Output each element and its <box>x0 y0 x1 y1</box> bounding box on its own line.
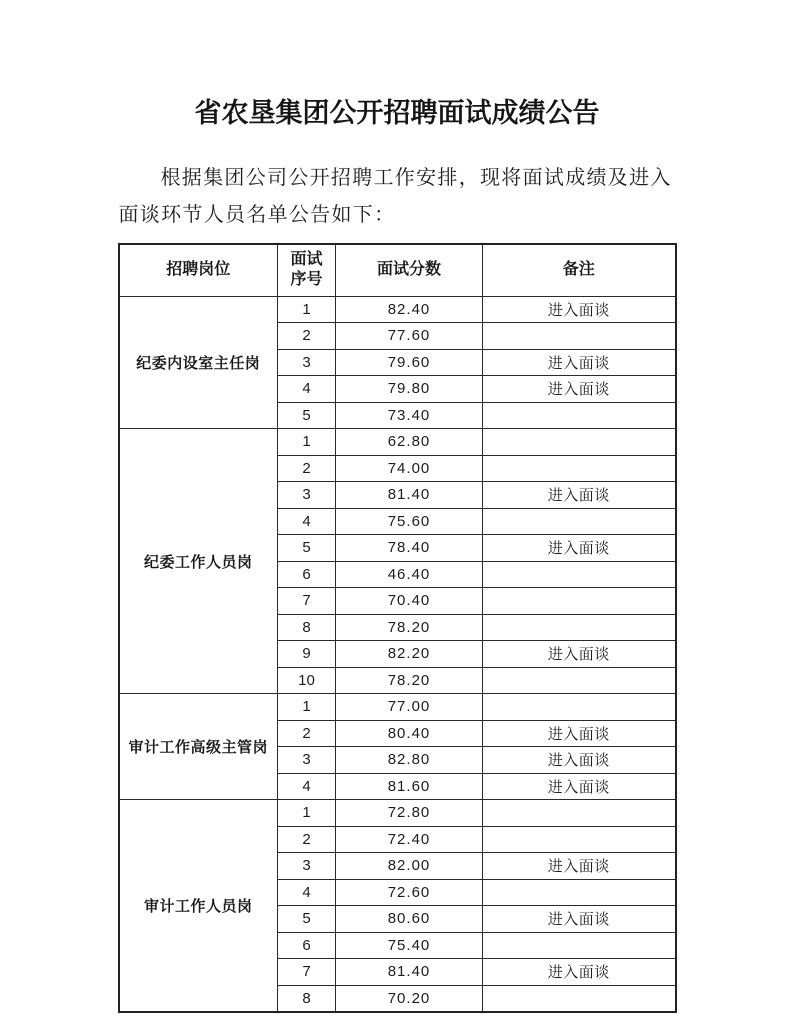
position-cell: 纪委工作人员岗 <box>119 429 278 694</box>
header-interview-number-label: 面试序号 <box>290 251 323 289</box>
interview-number-cell: 9 <box>278 641 336 668</box>
remark-cell <box>483 879 676 906</box>
interview-number-cell: 8 <box>278 614 336 641</box>
interview-number-cell: 1 <box>278 694 336 721</box>
interview-number-cell: 1 <box>278 429 336 456</box>
interview-number-cell: 3 <box>278 482 336 509</box>
interview-score-cell: 72.80 <box>336 800 483 827</box>
interview-score-cell: 78.20 <box>336 614 483 641</box>
remark-cell <box>483 614 676 641</box>
interview-score-cell: 73.40 <box>336 402 483 429</box>
position-cell: 审计工作人员岗 <box>119 800 278 1012</box>
interview-score-cell: 81.40 <box>336 482 483 509</box>
remark-cell: 进入面谈 <box>483 906 676 933</box>
interview-number-cell: 3 <box>278 853 336 880</box>
interview-number-cell: 4 <box>278 879 336 906</box>
interview-number-cell: 3 <box>278 349 336 376</box>
table-body <box>119 296 676 1012</box>
remark-cell: 进入面谈 <box>483 853 676 880</box>
intro-paragraph: 根据集团公司公开招聘工作安排，现将面试成绩及进入面谈环节人员名单公告如下： <box>118 167 672 226</box>
header-cell-position <box>119 244 278 296</box>
interview-score-cell: 75.40 <box>336 932 483 959</box>
interview-score-cell: 78.20 <box>336 667 483 694</box>
table-row <box>119 244 676 296</box>
interview-score-cell: 79.60 <box>336 349 483 376</box>
interview-number-cell: 1 <box>278 800 336 827</box>
remark-cell <box>483 932 676 959</box>
header-cell-interview-number <box>278 244 336 296</box>
interview-number-cell: 8 <box>278 985 336 1012</box>
remark-cell <box>483 429 676 456</box>
header-position-label: 招聘岗位 <box>166 261 231 279</box>
table-header-row <box>119 244 676 296</box>
remark-cell <box>483 402 676 429</box>
interview-score-cell: 80.60 <box>336 906 483 933</box>
interview-score-cell: 82.20 <box>336 641 483 668</box>
table-row <box>119 694 676 721</box>
interview-score-cell: 62.80 <box>336 429 483 456</box>
interview-score-cell: 72.60 <box>336 879 483 906</box>
interview-number-cell: 5 <box>278 906 336 933</box>
remark-cell: 进入面谈 <box>483 535 676 562</box>
remark-cell <box>483 694 676 721</box>
interview-score-cell: 79.80 <box>336 376 483 403</box>
interview-score-cell: 82.80 <box>336 747 483 774</box>
interview-score-cell: 75.60 <box>336 508 483 535</box>
interview-number-cell: 2 <box>278 455 336 482</box>
interview-score-cell: 82.40 <box>336 296 483 323</box>
interview-number-cell: 6 <box>278 561 336 588</box>
interview-number-cell: 10 <box>278 667 336 694</box>
score-table <box>118 243 677 1013</box>
interview-number-cell: 4 <box>278 508 336 535</box>
header-cell-remark <box>483 244 676 296</box>
remark-cell <box>483 323 676 350</box>
interview-score-cell: 80.40 <box>336 720 483 747</box>
remark-cell <box>483 508 676 535</box>
interview-score-cell: 81.60 <box>336 773 483 800</box>
interview-score-cell: 77.00 <box>336 694 483 721</box>
remark-cell: 进入面谈 <box>483 747 676 774</box>
interview-score-cell: 46.40 <box>336 561 483 588</box>
remark-cell <box>483 667 676 694</box>
interview-score-cell: 82.00 <box>336 853 483 880</box>
remark-cell: 进入面谈 <box>483 376 676 403</box>
interview-number-cell: 4 <box>278 376 336 403</box>
interview-number-cell: 4 <box>278 773 336 800</box>
interview-number-cell: 2 <box>278 323 336 350</box>
remark-cell: 进入面谈 <box>483 349 676 376</box>
position-cell: 纪委内设室主任岗 <box>119 296 278 429</box>
table-row <box>119 800 676 827</box>
remark-cell: 进入面谈 <box>483 296 676 323</box>
interview-number-cell: 2 <box>278 720 336 747</box>
interview-score-cell: 77.60 <box>336 323 483 350</box>
remark-cell <box>483 985 676 1012</box>
interview-number-cell: 2 <box>278 826 336 853</box>
remark-cell <box>483 455 676 482</box>
remark-cell <box>483 561 676 588</box>
interview-score-cell: 70.20 <box>336 985 483 1012</box>
remark-cell <box>483 826 676 853</box>
interview-score-cell: 81.40 <box>336 959 483 986</box>
remark-cell: 进入面谈 <box>483 773 676 800</box>
interview-number-cell: 3 <box>278 747 336 774</box>
table-row <box>119 296 676 323</box>
interview-number-cell: 6 <box>278 932 336 959</box>
remark-cell: 进入面谈 <box>483 641 676 668</box>
interview-number-cell: 7 <box>278 588 336 615</box>
header-interview-score-label: 面试分数 <box>376 261 441 279</box>
interview-number-cell: 7 <box>278 959 336 986</box>
page-title: 省农垦集团公开招聘面试成绩公告 <box>194 98 600 128</box>
interview-score-cell: 74.00 <box>336 455 483 482</box>
header-cell-interview-score <box>336 244 483 296</box>
interview-score-cell: 72.40 <box>336 826 483 853</box>
remark-cell: 进入面谈 <box>483 959 676 986</box>
interview-number-cell: 5 <box>278 402 336 429</box>
remark-cell: 进入面谈 <box>483 720 676 747</box>
header-remark-label: 备注 <box>562 261 595 279</box>
remark-cell <box>483 588 676 615</box>
position-cell: 审计工作高级主管岗 <box>119 694 278 800</box>
interview-score-cell: 78.40 <box>336 535 483 562</box>
interview-number-cell: 5 <box>278 535 336 562</box>
remark-cell: 进入面谈 <box>483 482 676 509</box>
interview-number-cell: 1 <box>278 296 336 323</box>
interview-score-cell: 70.40 <box>336 588 483 615</box>
table-row <box>119 429 676 456</box>
remark-cell <box>483 800 676 827</box>
